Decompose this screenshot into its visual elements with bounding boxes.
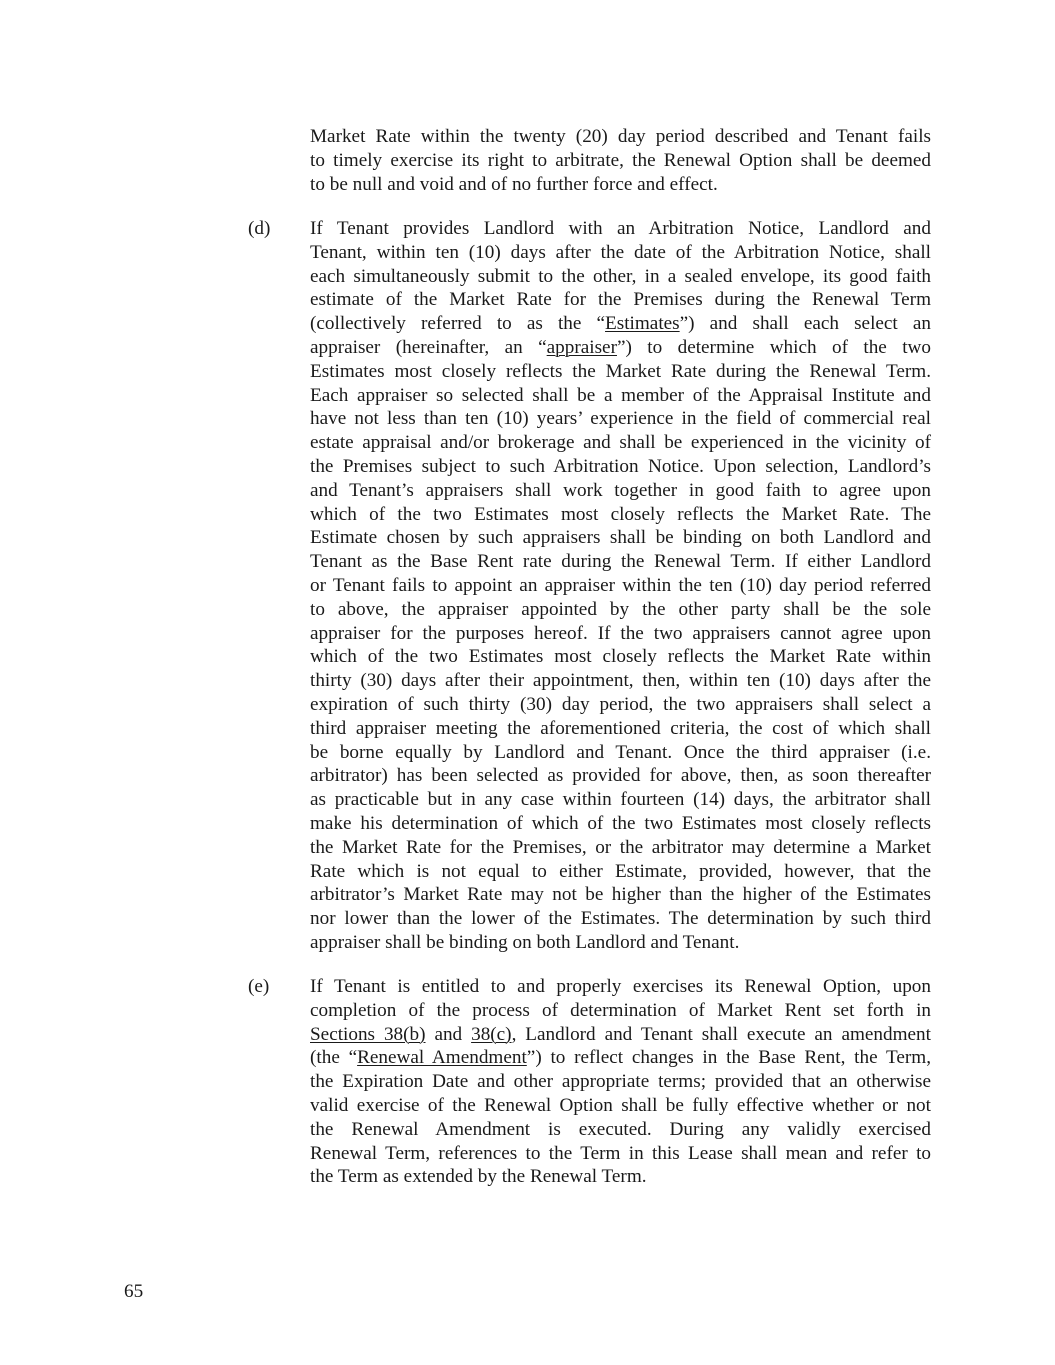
text-line: the Expiration Date and other appropriate terms; provided that an otherwise xyxy=(310,1071,931,1093)
defined-term-estimates: Estimates xyxy=(605,313,680,335)
text-segment: appraiser (hereinafter, an “ xyxy=(310,336,547,358)
text-line: have not less than ten (10) years’ experience in the field of commercial real xyxy=(310,408,931,430)
text-line: Renewal Term, references to the Term in this Lease shall mean and refer to xyxy=(310,1142,931,1164)
text-line: arbitrator) has been selected as provided for above, then, as soon thereafter xyxy=(310,765,931,787)
text-line: appraiser shall be binding on both Landlord and Tenant. xyxy=(310,931,740,953)
text-line: If Tenant provides Landlord with an Arbitration Notice, Landlord and xyxy=(310,218,931,239)
text-line: which of the two Estimates most closely reflects the Market Rate. The xyxy=(310,503,931,525)
text-line: each simultaneously submit to the other, in a sealed envelope, its good faith xyxy=(310,265,931,287)
text-line: Rate which is not equal to either Estimate, provided, however, that the xyxy=(310,860,931,882)
text-line: Tenant, within ten (10) days after the date of the Arbitration Notice, shall xyxy=(310,241,931,263)
text-line: the Market Rate for the Premises, or the arbitrator may determine a Market xyxy=(310,836,931,858)
text-segment: (collectively referred to as the “ xyxy=(310,313,606,335)
text-segment: (the “ xyxy=(310,1047,358,1069)
text-line: If Tenant is entitled to and properly exercises its Renewal Option, upon xyxy=(310,976,931,997)
text-line: which of the two Estimates most closely reflects the Market Rate within xyxy=(310,646,931,668)
section-reference-38b: Sections 38(b) xyxy=(310,1023,426,1045)
text-line: to above, the appraiser appointed by the other party shall be the sole xyxy=(310,598,931,620)
paragraph-e xyxy=(310,975,931,1189)
text-line: make his determination of which of the two Estimates most closely reflects xyxy=(310,812,931,834)
text-line xyxy=(310,1046,931,1070)
text-line: Estimates most closely reflects the Market Rate during the Renewal Term. xyxy=(310,360,931,382)
text-line: be borne equally by Landlord and Tenant. Once the third appraiser (i.e. xyxy=(310,741,931,763)
text-line: Tenant as the Base Rent rate during the Renewal Term. If either Landlord xyxy=(310,551,931,573)
text-line: appraiser for the purposes hereof. If the two appraisers cannot agree upon xyxy=(310,622,931,644)
text-line: nor lower than the lower of the Estimates. The determination by such third xyxy=(310,908,931,930)
paragraph-e-label: (e) xyxy=(248,976,270,997)
text-line: to be null and void and of no further force and effect. xyxy=(310,173,718,195)
page-number: 65 xyxy=(124,1281,144,1302)
text-line xyxy=(310,312,931,336)
text-line xyxy=(310,1023,931,1047)
text-segment: , Landlord and Tenant shall execute an amendment xyxy=(511,1023,931,1045)
text-line: the Term as extended by the Renewal Term. xyxy=(310,1166,647,1188)
text-line: completion of the process of determination of Market Rent set forth in xyxy=(310,999,931,1021)
text-line: the Renewal Amendment is executed. During any validly exercised xyxy=(310,1118,931,1140)
text-line: valid exercise of the Renewal Option shall be fully effective whether or not xyxy=(310,1094,931,1116)
paragraph-c-continuation xyxy=(310,125,931,196)
text-line: and Tenant’s appraisers shall work together in good faith to agree upon xyxy=(310,479,931,501)
text-line: the Premises subject to such Arbitration Notice. Upon selection, Landlord’s xyxy=(310,455,931,477)
text-line: estimate of the Market Rate for the Premises during the Renewal Term xyxy=(310,289,931,311)
text-line: thirty (30) days after their appointment, then, within ten (10) days after the xyxy=(310,670,931,692)
text-segment: ”) to determine which of the two xyxy=(616,336,931,358)
defined-term-renewal-amendment: Renewal Amendment xyxy=(357,1047,527,1069)
defined-term-appraiser: appraiser xyxy=(546,336,617,358)
text-line: as practicable but in any case within fourteen (14) days, the arbitrator shall xyxy=(310,789,931,811)
text-line: Each appraiser so selected shall be a member of the Appraisal Institute and xyxy=(310,384,931,406)
text-line: or Tenant fails to appoint an appraiser within the ten (10) day period referred xyxy=(310,574,931,596)
text-segment: and xyxy=(425,1023,472,1045)
paragraph-d xyxy=(310,217,931,955)
section-reference-38c: 38(c) xyxy=(471,1023,512,1045)
text-line: Market Rate within the twenty (20) day period described and Tenant fails xyxy=(310,126,931,147)
text-line: estate appraisal and/or brokerage and shall be experienced in the vicinity of xyxy=(310,432,931,454)
text-segment: ”) to reflect changes in the Base Rent, the Term, xyxy=(526,1047,932,1069)
text-line: expiration of such thirty (30) day period, the two appraisers shall select a xyxy=(310,693,931,715)
text-segment: ”) and shall each select an xyxy=(679,313,931,335)
text-line xyxy=(310,336,931,360)
text-line: arbitrator’s Market Rate may not be higher than the higher of the Estimates xyxy=(310,884,931,906)
text-line: third appraiser meeting the aforementioned criteria, the cost of which shall xyxy=(310,717,931,739)
text-line: Estimate chosen by such appraisers shall be binding on both Landlord and xyxy=(310,527,931,549)
paragraph-d-label: (d) xyxy=(248,218,271,239)
text-line: to timely exercise its right to arbitrate, the Renewal Option shall be deemed xyxy=(310,149,931,171)
